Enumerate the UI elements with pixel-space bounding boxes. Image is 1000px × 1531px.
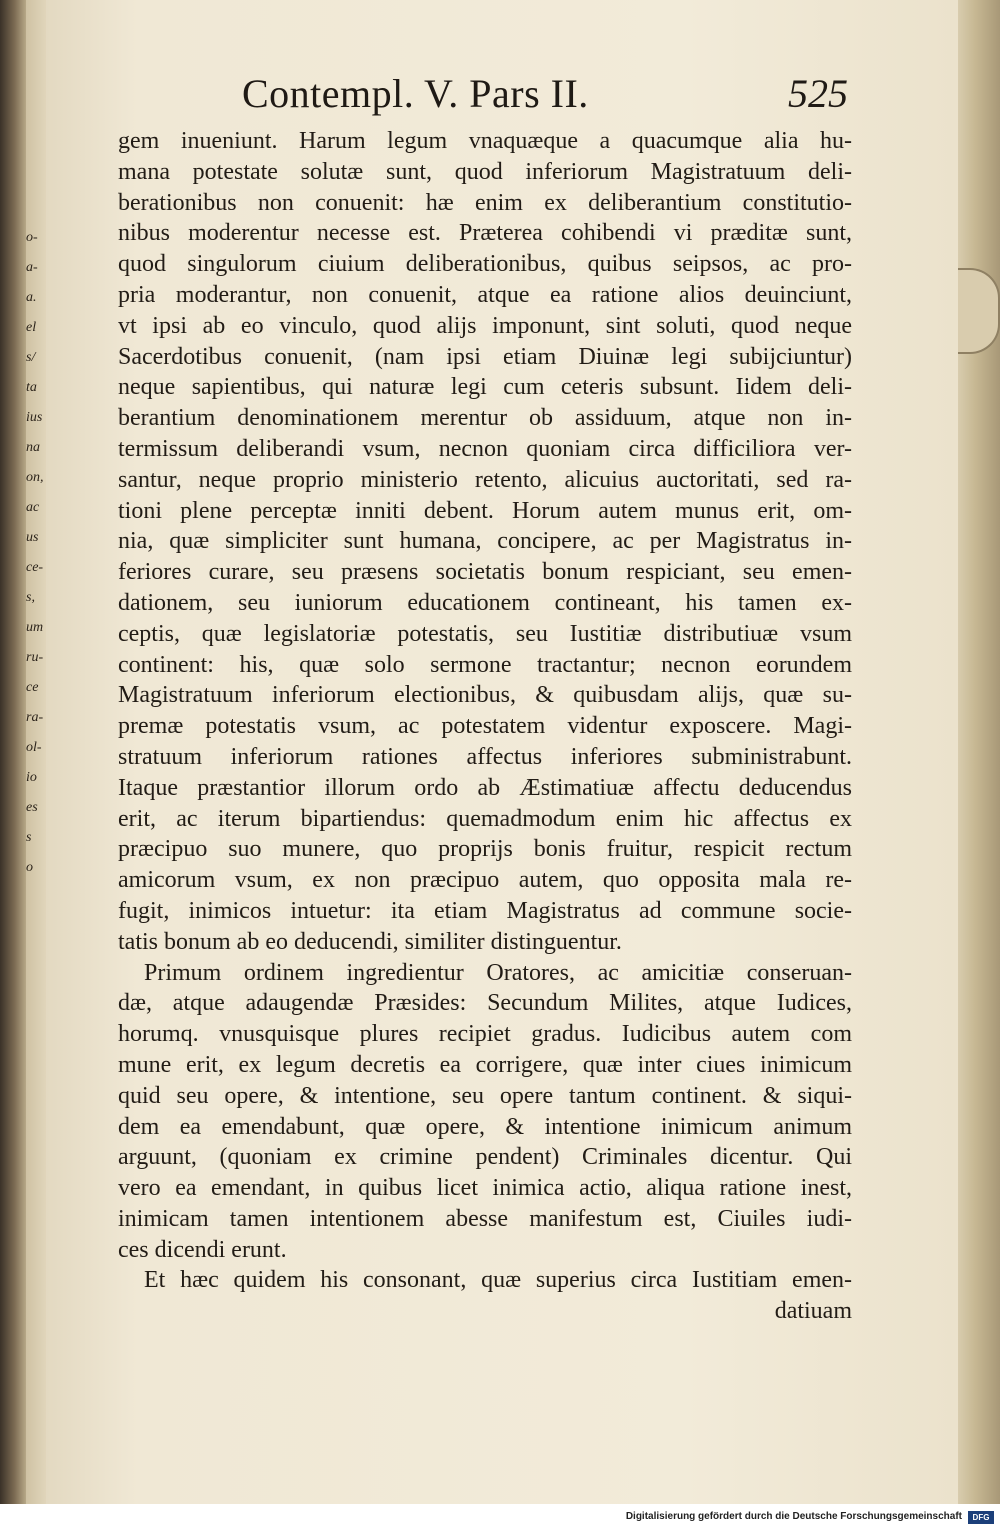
text-line: amicorum vsum, ex non præcipuo autem, quo opposita mala re- <box>118 867 852 894</box>
text-line: tioni plene perceptæ inniti debent. Horum autem munus erit, om- <box>118 497 852 524</box>
book-page <box>46 0 958 1504</box>
margin-fragment: el <box>26 320 37 335</box>
text-line: dæ, atque adaugendæ Præsides: Secundum Milites, atque Iudices, <box>118 990 852 1017</box>
margin-fragment: s, <box>26 590 35 605</box>
text-line: Sacerdotibus conuenit, (nam ipsi etiam Diuinæ legi subijciuntur) <box>118 343 852 370</box>
text-line: Itaque præstantior illorum ordo ab Æstimatiuæ affectu deducendus <box>118 774 852 801</box>
margin-fragment: a. <box>26 290 37 305</box>
book-binding <box>0 0 26 1504</box>
text-line: premæ potestatis vsum, ac potestatem videntur exposcere. Magi- <box>118 713 852 740</box>
margin-fragment: us <box>26 530 39 545</box>
margin-fragment: s <box>26 830 32 845</box>
text-line: præcipuo suo munere, quo proprijs bonis fruitur, respicit rectum <box>118 836 852 863</box>
page-fore-edge <box>958 0 1000 1504</box>
text-line: erit, ac iterum bipartiendus: quemadmodum enim hic affectus ex <box>118 805 852 832</box>
margin-fragment: o <box>26 860 33 875</box>
margin-fragment: s/ <box>26 350 36 365</box>
text-line: termissum deliberandi vsum, necnon quoniam circa difficiliora ver- <box>118 435 852 462</box>
running-title: Contempl. V. Pars II. <box>242 71 589 116</box>
text-line: vero ea emendant, in quibus licet inimica actio, aliqua ratione inest, <box>118 1175 852 1202</box>
text-line: feriores curare, seu præsens societatis bonum respiciant, seu emen- <box>118 559 852 586</box>
catchword: datiuam <box>774 1298 852 1325</box>
text-line: arguunt, (quoniam ex crimine pendent) Criminales dicentur. Qui <box>118 1144 852 1171</box>
text-line: santur, neque proprio ministerio retento, alicuius auctoritati, sed ra- <box>118 466 852 493</box>
margin-fragment: na <box>26 440 40 455</box>
margin-fragment: ius <box>26 410 43 425</box>
text-line: tatis bonum ab eo deducendi, similiter distinguentur. <box>118 928 622 955</box>
margin-fragment: ru- <box>26 650 44 665</box>
dfg-logo: DFG <box>968 1511 994 1524</box>
text-line: dationem, seu iuniorum educationem contineant, his tamen ex- <box>118 589 852 616</box>
text-line: ceptis, quæ legislatoriæ potestatis, seu Iustitiæ distributiuæ vsum <box>118 620 852 647</box>
text-line: continent: his, quæ solo sermone tractantur; necnon eorundem <box>118 651 852 678</box>
text-line: nia, quæ simpliciter sunt humana, concipere, ac per Magistratus in- <box>118 528 852 555</box>
margin-fragment: ce- <box>26 560 44 575</box>
text-line: gem inueniunt. Harum legum vnaquæque a quacumque alia hu- <box>118 128 852 154</box>
text-line: neque sapientibus, qui naturæ legi cum ceteris subsunt. Iidem deli- <box>118 374 852 401</box>
text-line: ces dicendi erunt. <box>118 1236 287 1263</box>
margin-fragment: a- <box>26 260 38 275</box>
facing-page-edge <box>26 0 46 1504</box>
running-header <box>242 70 862 126</box>
margin-fragment: ra- <box>26 710 44 725</box>
page-number: 525 <box>788 71 848 116</box>
text-line: Magistratuum inferiorum electionibus, & quibusdam alijs, quæ su- <box>118 682 852 709</box>
text-line: horumq. vnusquisque plures recipiet gradus. Iudicibus autem com <box>118 1021 852 1048</box>
margin-fragment: um <box>26 620 44 635</box>
text-line: dem ea emendabunt, quæ opere, & intentione inimicum animum <box>118 1113 852 1140</box>
margin-fragment: ol- <box>26 740 42 755</box>
margin-fragment: io <box>26 770 37 785</box>
body-text <box>118 126 852 1327</box>
margin-fragment: on, <box>26 470 44 485</box>
text-line: pria moderantur, non conuenit, atque ea ratione alios deuinciunt, <box>118 281 852 308</box>
text-line: quod singulorum ciuium deliberationibus, quibus seipsos, ac pro- <box>118 251 852 278</box>
digitization-footer <box>0 1504 1000 1531</box>
text-line: quid seu opere, & intentione, seu opere tantum continent. & siqui- <box>118 1082 852 1109</box>
text-line: berantium denominationem merentur ob assiduum, atque non in- <box>118 405 852 432</box>
margin-fragment: ta <box>26 380 37 395</box>
text-line: Et hæc quidem his consonant, quæ superius circa Iustitiam emen- <box>144 1267 852 1294</box>
text-line: nibus moderentur necesse est. Præterea cohibendi vi præditæ sunt, <box>118 220 852 247</box>
margin-fragment: o- <box>26 230 38 245</box>
margin-fragment: ac <box>26 500 40 515</box>
text-line: stratuum inferiorum rationes affectus inferiores subministrabunt. <box>118 743 852 770</box>
page-tab <box>958 268 1000 354</box>
margin-fragment: es <box>26 800 38 815</box>
text-line: vt ipsi ab eo vinculo, quod alijs imponunt, sint soluti, quod neque <box>118 312 852 339</box>
margin-fragment: ce <box>26 680 39 695</box>
text-line: berationibus non conuenit: hæ enim ex deliberantium constitutio- <box>118 189 852 216</box>
text-line: inimicam tamen intentionem abesse manifestum est, Ciuiles iudi- <box>118 1205 852 1232</box>
text-line: mana potestate solutæ sunt, quod inferiorum Magistratuum deli- <box>118 158 852 185</box>
text-line: Primum ordinem ingredientur Oratores, ac amicitiæ conseruan- <box>144 959 852 986</box>
text-line: fugit, inimicos intuetur: ita etiam Magistratus ad commune socie- <box>118 897 852 924</box>
text-line: mune erit, ex legum decretis ea corrigere, quæ inter ciues inimicum <box>118 1051 852 1078</box>
footer-credit: Digitalisierung gefördert durch die Deutsche Forschungsgemeinschaft <box>625 1511 962 1522</box>
